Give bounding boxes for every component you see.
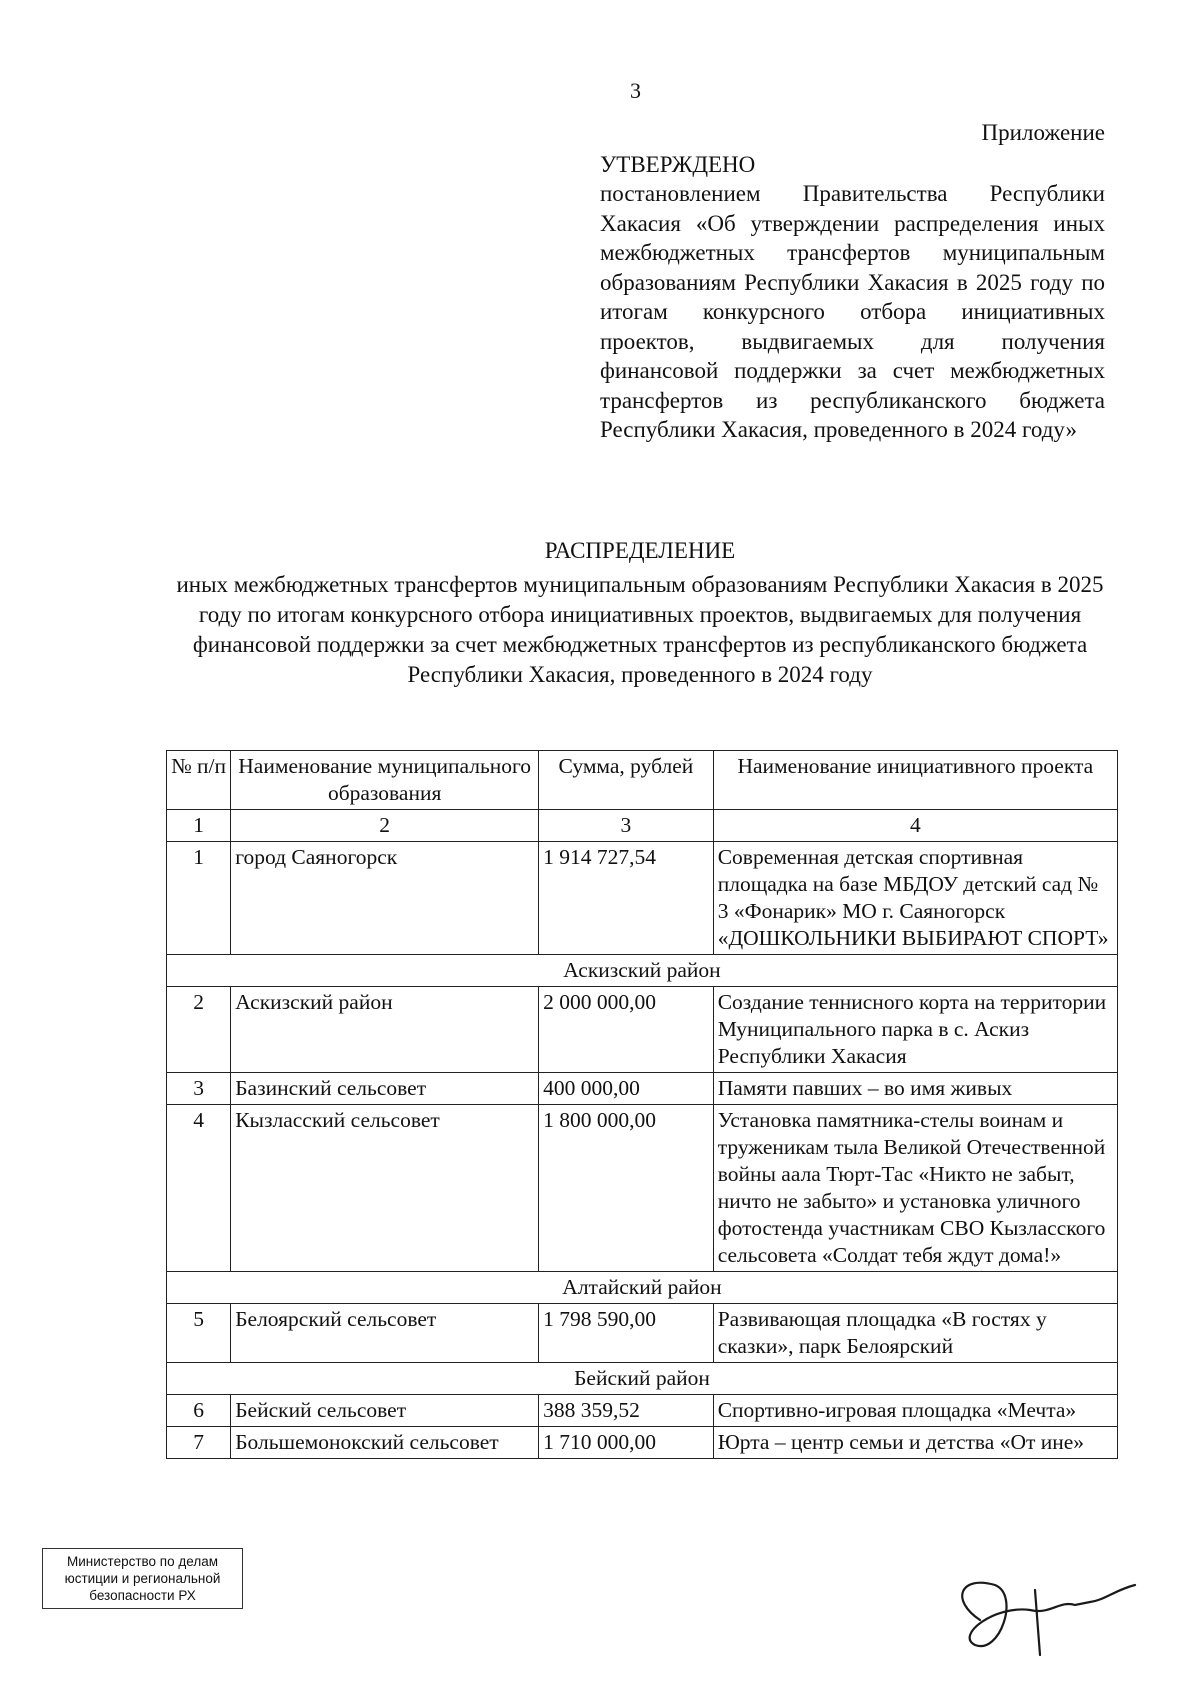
row-project: Юрта – центр семьи и детства «От ине» — [713, 1427, 1117, 1459]
table-row — [167, 842, 1118, 955]
page-number: 3 — [630, 78, 641, 103]
table-row — [167, 1395, 1118, 1427]
column-number: 3 — [539, 810, 714, 842]
region-row — [167, 1272, 1118, 1304]
document-title: РАСПРЕДЕЛЕНИЕ — [544, 538, 736, 563]
row-municipality: Большемонокский сельсовет — [231, 1427, 539, 1459]
column-number: 4 — [713, 810, 1117, 842]
row-sum: 1 800 000,00 — [539, 1105, 714, 1272]
row-num: 6 — [167, 1395, 231, 1427]
appendix-label: Приложение — [981, 120, 1105, 145]
row-project: Современная детская спортивная площадка на базе МБДОУ детский сад № 3 «Фонарик» МО г. Саяногорск «ДОШКОЛЬНИКИ ВЫБИРАЮТ СПОРТ» — [713, 842, 1117, 955]
region-name: Алтайский район — [167, 1272, 1118, 1304]
row-municipality: Кызласский сельсовет — [231, 1105, 539, 1272]
approval-text: постановлением Правительства Республики Хакасия «Об утверждении распределения иных межбюджетных трансфертов муниципальным образованиям Республики Хакасия в 2025 году по итогам конкурсного отбора инициативных проектов, выдвигаемых для получения финансовой поддержки за счет межбюджетных трансфертов из республиканского бюджета Республики Хакасия, проведенного в 2024 году» — [600, 181, 1105, 442]
table-row — [167, 1304, 1118, 1363]
row-project: Установка памятника-стелы воинам и труженикам тыла Великой Отечественной войны аала Тюрт-Тас «Никто не забыт, ничто не забыто» и установка уличного фотостенда участникам СВО Кызласского сельсовета «Солдат тебя ждут дома!» — [713, 1105, 1117, 1272]
document-subtitle: иных межбюджетных трансфертов муниципальным образованиям Республики Хакасия в 2025 году по итогам конкурсного отбора инициативных проектов, выдвигаемых для получения финансовой поддержки за счет межбюджетных трансфертов из республиканского бюджета Республики Хакасия, проведенного в 2024 году — [176, 572, 1104, 687]
appendix-block — [600, 118, 1105, 445]
row-sum: 1 710 000,00 — [539, 1427, 714, 1459]
row-num: 2 — [167, 987, 231, 1073]
region-name: Бейский район — [167, 1363, 1118, 1395]
region-row — [167, 955, 1118, 987]
row-municipality: город Саяногорск — [231, 842, 539, 955]
stamp-line: безопасности РХ — [89, 1588, 196, 1603]
row-num: 5 — [167, 1304, 231, 1363]
signature-icon — [940, 1560, 1140, 1670]
row-sum: 1 798 590,00 — [539, 1304, 714, 1363]
column-number: 2 — [231, 810, 539, 842]
header-project: Наименование инициативного проекта — [713, 751, 1117, 810]
header-municipality: Наименование муниципального образования — [231, 751, 539, 810]
region-name: Аскизский район — [167, 955, 1118, 987]
column-number-row — [167, 810, 1118, 842]
table-header-row — [167, 751, 1118, 810]
row-project: Развивающая площадка «В гостях у сказки», парк Белоярский — [713, 1304, 1117, 1363]
header-num: № п/п — [167, 751, 231, 810]
row-project: Создание теннисного корта на территории Муниципального парка в с. Аскиз Республики Хакасия — [713, 987, 1117, 1073]
row-municipality: Аскизский район — [231, 987, 539, 1073]
row-municipality: Базинский сельсовет — [231, 1073, 539, 1105]
table-row — [167, 1073, 1118, 1105]
row-sum: 1 914 727,54 — [539, 842, 714, 955]
stamp-line: юстиции и региональной — [64, 1571, 221, 1586]
distribution-table — [166, 750, 1118, 1459]
table-row — [167, 1427, 1118, 1459]
row-num: 3 — [167, 1073, 231, 1105]
stamp-line: Министерство по делам — [67, 1554, 218, 1569]
row-sum: 400 000,00 — [539, 1073, 714, 1105]
row-num: 4 — [167, 1105, 231, 1272]
header-sum: Сумма, рублей — [539, 751, 714, 810]
row-sum: 388 359,52 — [539, 1395, 714, 1427]
row-municipality: Белоярский сельсовет — [231, 1304, 539, 1363]
approved-label: УТВЕРЖДЕНО — [600, 151, 756, 177]
row-num: 7 — [167, 1427, 231, 1459]
table-row — [167, 987, 1118, 1073]
ministry-stamp — [42, 1548, 243, 1609]
region-row — [167, 1363, 1118, 1395]
row-project: Спортивно-игровая площадка «Мечта» — [713, 1395, 1117, 1427]
row-municipality: Бейский сельсовет — [231, 1395, 539, 1427]
row-project: Памяти павших – во имя живых — [713, 1073, 1117, 1105]
row-sum: 2 000 000,00 — [539, 987, 714, 1073]
row-num: 1 — [167, 842, 231, 955]
table-row — [167, 1105, 1118, 1272]
column-number: 1 — [167, 810, 231, 842]
